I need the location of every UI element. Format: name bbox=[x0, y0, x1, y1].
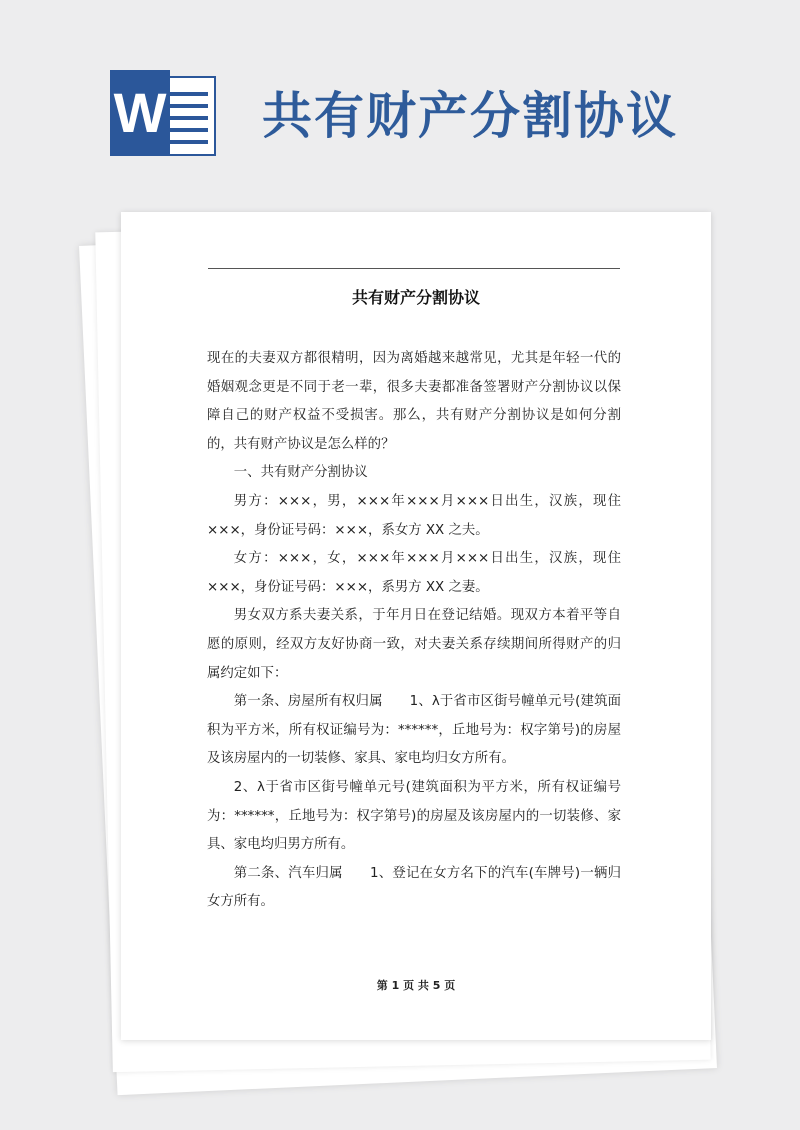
section-heading: 一、共有财产分割协议 bbox=[233, 465, 368, 481]
paragraph-article-1: 第一条、房屋所有权归属 1、λ于省市区街号幢单元号(建筑面积为平方米，所有权证编号为：******，丘地号为：权字第号)的房屋及该房屋内的一切装修、家具、家电均归女方所有。 bbox=[207, 694, 621, 767]
paragraph-male-party: 男方：×××，男，×××年×××月×××日出生，汉族，现住×××，身份证号码：×××，系女方 XX 之夫。 bbox=[207, 493, 621, 538]
word-icon-badge: W bbox=[110, 70, 170, 156]
word-document-icon bbox=[110, 70, 216, 156]
document-body bbox=[207, 345, 621, 917]
paragraph-intro: 现在的夫妻双方都很精明，因为离婚越来越常见，尤其是年轻一代的婚姻观念更是不同于老一辈，很多夫妻都准备签署财产分割协议以保障自己的财产权益不受损害。那么，共有财产分割协议是如何分割的，共有财产协议是怎么样的？ bbox=[207, 351, 621, 452]
paragraph-female-party: 女方：×××，女，×××年×××月×××日出生，汉族，现住×××，身份证号码：×××，系男方 XX 之妻。 bbox=[207, 551, 621, 595]
page-number-footer: 第 1 页 共 5 页 bbox=[376, 979, 456, 992]
paragraph-article-2: 第二条、汽车归属 1、登记在女方名下的汽车(车牌号)一辆归女方所有。 bbox=[207, 865, 621, 910]
paragraph-agreement: 男女双方系夫妻关系，于年月日在登记结婚。现双方本着平等自愿的原则，经双方友好协商一致，对夫妻关系存续期间所得财产的归属约定如下： bbox=[207, 608, 621, 681]
banner-title: 共有财产分割协议 bbox=[262, 86, 678, 145]
document-page bbox=[121, 212, 711, 1040]
banner bbox=[0, 0, 800, 190]
header-rule bbox=[208, 268, 620, 269]
paragraph-article-1-item-2: 2、λ于省市区街号幢单元号(建筑面积为平方米，所有权证编号为：******，丘地号为：权字第号)的房屋及该房屋内的一切装修、家具、家电均归男方所有。 bbox=[207, 779, 621, 853]
document-title: 共有财产分割协议 bbox=[351, 288, 480, 307]
